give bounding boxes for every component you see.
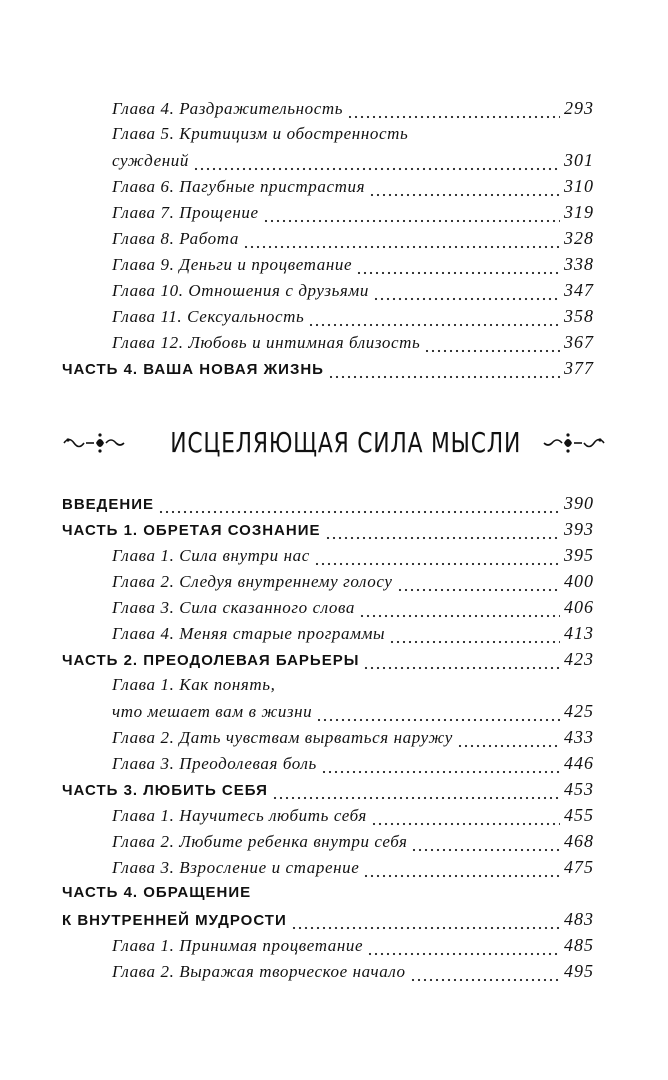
toc-chapter-row	[62, 277, 594, 303]
toc-chapter-row	[62, 932, 594, 958]
dot-leader	[325, 516, 560, 542]
toc-entry-title: Глава 7. Прощение	[112, 203, 259, 222]
dot-leader	[389, 620, 560, 646]
toc-part-row	[62, 516, 594, 542]
toc-page-number: 425	[564, 701, 594, 721]
toc-section-1	[62, 95, 594, 381]
toc-page-number: 468	[564, 831, 594, 851]
toc-entry-title: ЧАСТЬ 4. ОБРАЩЕНИЕ	[62, 884, 252, 901]
dot-leader	[424, 329, 560, 355]
toc-entry-title: Глава 2. Выражая творческое начало	[112, 962, 406, 981]
dot-leader	[367, 932, 560, 958]
dot-leader	[356, 251, 560, 277]
dot-leader	[243, 225, 560, 251]
toc-page-number: 377	[564, 358, 594, 378]
toc-page-number: 310	[564, 176, 594, 196]
toc-chapter-row	[62, 147, 594, 173]
toc-entry-title: Глава 1. Как понять,	[112, 675, 276, 694]
toc-entry-title: ЧАСТЬ 2. ПРЕОДОЛЕВАЯ БАРЬЕРЫ	[62, 652, 360, 669]
toc-entry-title: Глава 9. Деньги и процветание	[112, 255, 353, 274]
toc-page-number: 423	[564, 649, 594, 669]
toc-chapter-row	[62, 750, 594, 776]
toc-chapter-row	[62, 542, 594, 568]
toc-part-row	[62, 776, 594, 802]
toc-entry-title: Глава 8. Работа	[112, 229, 239, 248]
dot-leader	[316, 698, 560, 724]
dot-leader	[314, 542, 560, 568]
toc-entry-title: Глава 12. Любовь и интимная близость	[112, 333, 421, 352]
toc-entry-title: Глава 6. Пагубные пристрастия	[112, 177, 366, 196]
toc-part-row	[62, 646, 594, 672]
toc-entry-title: Глава 3. Взросление и старение	[112, 858, 360, 877]
toc-entry-title: ЧАСТЬ 3. ЛЮБИТЬ СЕБЯ	[62, 782, 268, 799]
ornament-left-icon	[60, 430, 126, 454]
toc-entry-title: Глава 5. Критицизм и обостренность	[112, 124, 409, 143]
toc-entry-title: Глава 2. Следуя внутреннему голосу	[112, 572, 393, 591]
toc-entry-title: Глава 11. Сексуальность	[112, 307, 305, 326]
dot-leader	[272, 776, 560, 802]
dot-leader	[328, 355, 560, 381]
dot-leader	[397, 568, 560, 594]
dot-leader	[363, 646, 560, 672]
toc-page-number: 446	[564, 753, 594, 773]
toc-chapter-row	[62, 958, 594, 984]
toc-entry-title: Глава 1. Сила внутри нас	[112, 546, 310, 565]
toc-part-row	[62, 880, 594, 906]
toc-chapter-row	[62, 802, 594, 828]
toc-part-row	[62, 355, 594, 381]
toc-chapter-row	[62, 173, 594, 199]
ornament-right-icon	[542, 430, 608, 454]
dot-leader	[369, 173, 560, 199]
toc-page-number: 455	[564, 805, 594, 825]
toc-entry-title: К ВНУТРЕННЕЙ МУДРОСТИ	[62, 912, 287, 929]
toc-chapter-row	[62, 199, 594, 225]
dot-leader	[308, 303, 560, 329]
toc-entry-title: Глава 10. Отношения с друзьями	[112, 281, 369, 300]
dot-leader	[359, 594, 560, 620]
toc-entry-title: что мешает вам в жизни	[112, 702, 313, 721]
toc-entry-title: ВВЕДЕНИЕ	[62, 496, 154, 513]
toc-page-number: 293	[564, 98, 594, 118]
toc-page-number: 395	[564, 545, 594, 565]
toc-chapter-row	[62, 594, 594, 620]
toc-page-number: 400	[564, 571, 594, 591]
dot-leader	[193, 147, 560, 173]
toc-entry-title: Глава 2. Любите ребенка внутри себя	[112, 832, 408, 851]
toc-page-number: 328	[564, 228, 594, 248]
toc-page-number: 433	[564, 727, 594, 747]
toc-page-number: 475	[564, 857, 594, 877]
dot-leader	[321, 750, 560, 776]
dot-leader	[263, 199, 560, 225]
toc-entry-title: Глава 4. Раздражительность	[112, 99, 344, 118]
toc-page-number: 301	[564, 150, 594, 170]
toc-chapter-row	[62, 121, 594, 147]
toc-entry-title: ЧАСТЬ 1. ОБРЕТАЯ СОЗНАНИЕ	[62, 522, 321, 539]
toc-page-number: 483	[564, 909, 594, 929]
dot-leader	[457, 724, 560, 750]
toc-entry-title: Глава 3. Сила сказанного слова	[112, 598, 355, 617]
toc-chapter-row	[62, 303, 594, 329]
dot-leader	[411, 828, 560, 854]
dot-leader	[347, 95, 560, 121]
dot-leader	[158, 490, 560, 516]
book-heading	[60, 420, 608, 464]
toc-section-2	[62, 490, 594, 984]
dot-leader	[371, 802, 560, 828]
toc-page-number: 393	[564, 519, 594, 539]
toc-chapter-row	[62, 95, 594, 121]
toc-entry-title: Глава 4. Меняя старые программы	[112, 624, 386, 643]
toc-part-row	[62, 906, 594, 932]
toc-page-number: 338	[564, 254, 594, 274]
toc-chapter-row	[62, 225, 594, 251]
toc-page-number: 358	[564, 306, 594, 326]
toc-entry-title: суждений	[112, 151, 189, 170]
toc-part-row	[62, 490, 594, 516]
toc-chapter-row	[62, 568, 594, 594]
dot-leader	[410, 958, 560, 984]
toc-chapter-row	[62, 698, 594, 724]
toc-chapter-row	[62, 724, 594, 750]
heading-title: ИСЦЕЛЯЮЩАЯ СИЛА МЫСЛИ	[170, 425, 522, 459]
toc-page-number: 453	[564, 779, 594, 799]
toc-entry-title: Глава 3. Преодолевая боль	[112, 754, 317, 773]
toc-entry-title: Глава 1. Научитесь любить себя	[112, 806, 367, 825]
toc-chapter-row	[62, 828, 594, 854]
toc-page-number: 406	[564, 597, 594, 617]
toc-page-number: 485	[564, 935, 594, 955]
toc-chapter-row	[62, 329, 594, 355]
dot-leader	[363, 854, 560, 880]
toc-page-number: 367	[564, 332, 594, 352]
toc-page-number: 347	[564, 280, 594, 300]
toc-entry-title: Глава 2. Дать чувствам вырваться наружу	[112, 728, 453, 747]
toc-chapter-row	[62, 672, 594, 698]
toc-chapter-row	[62, 251, 594, 277]
toc-page-number: 319	[564, 202, 594, 222]
dot-leader	[373, 277, 560, 303]
toc-chapter-row	[62, 854, 594, 880]
toc-page-number: 413	[564, 623, 594, 643]
toc-page-number: 495	[564, 961, 594, 981]
toc-chapter-row	[62, 620, 594, 646]
dot-leader	[291, 906, 560, 932]
toc-page-number: 390	[564, 493, 594, 513]
toc-entry-title: Глава 1. Принимая процветание	[112, 936, 364, 955]
toc-entry-title: ЧАСТЬ 4. ВАША НОВАЯ ЖИЗНЬ	[62, 361, 324, 378]
